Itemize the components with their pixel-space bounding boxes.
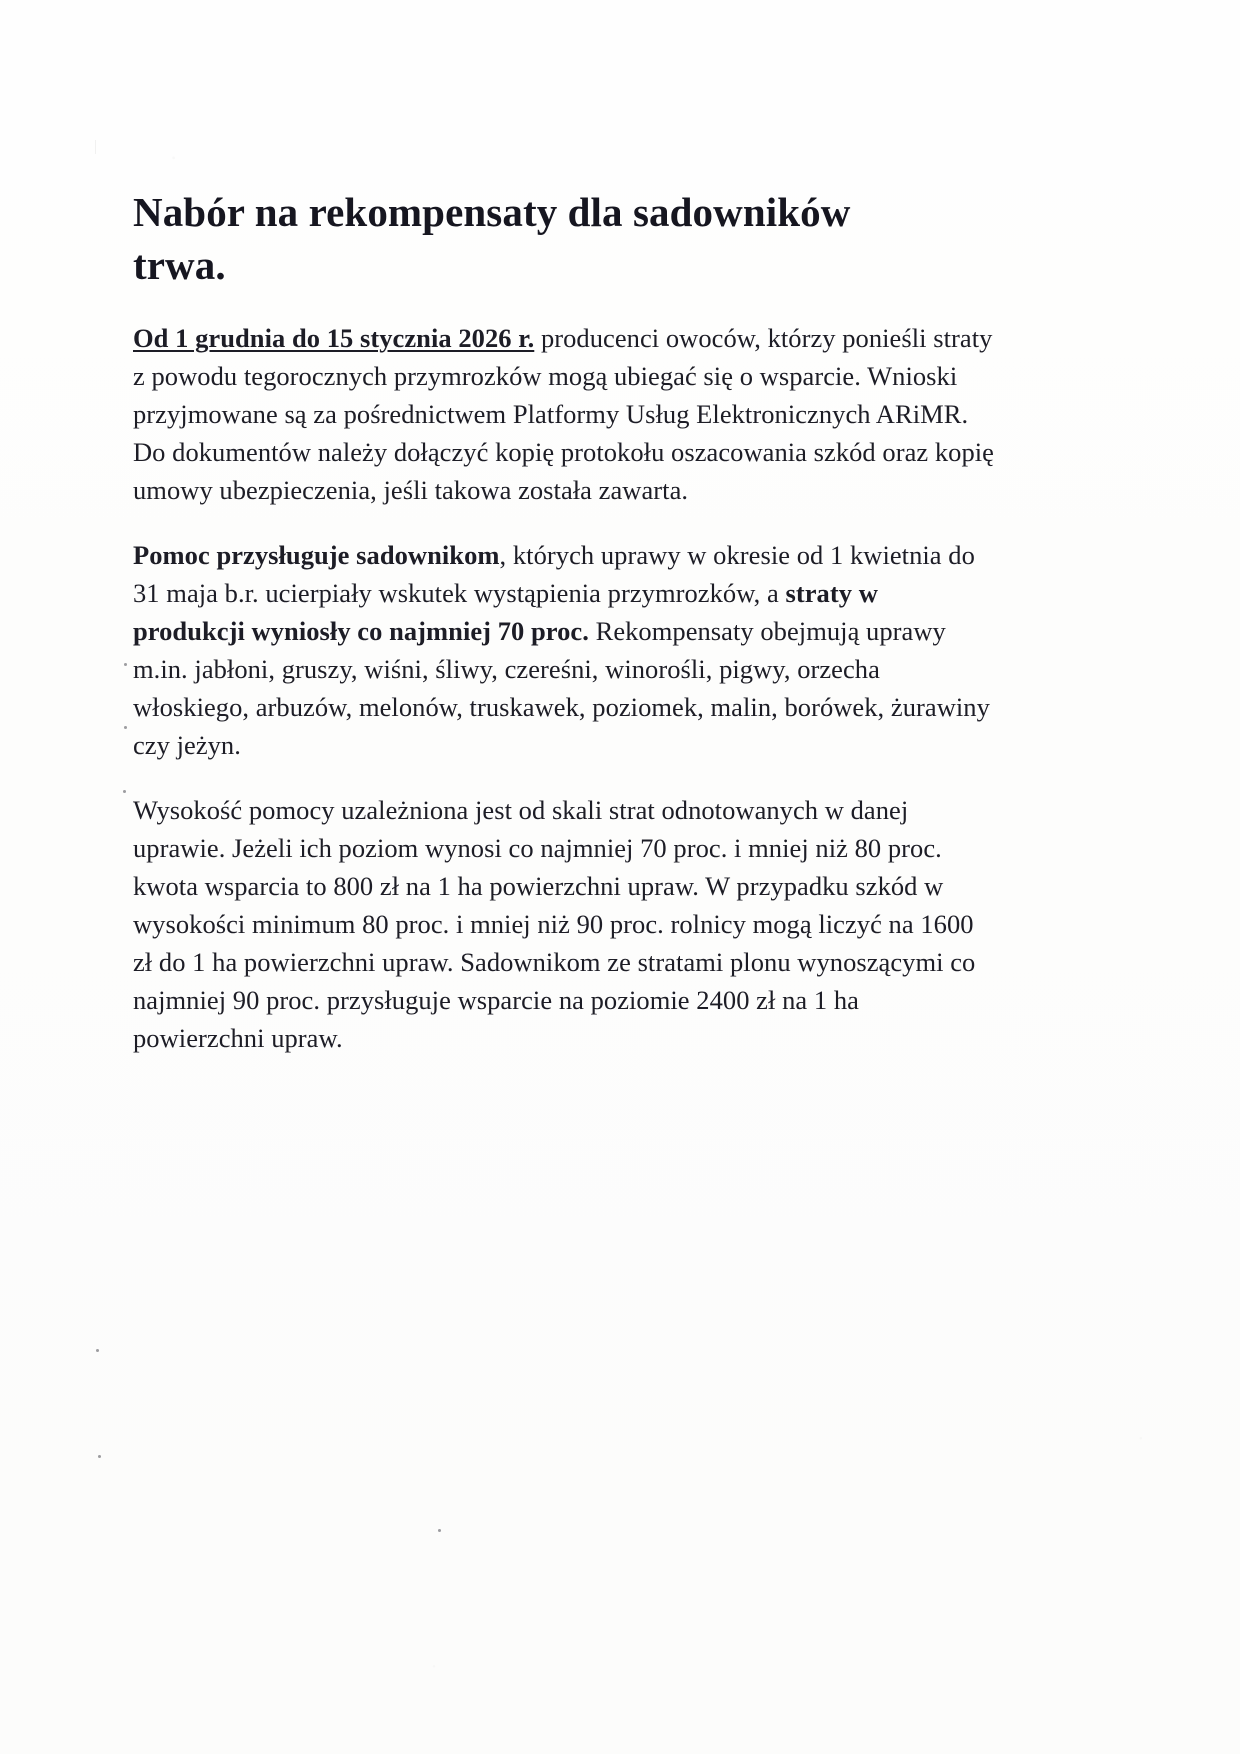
application-period-body: producenci owoców, którzy ponieśli straty z powodu tegorocznych przymrozków mogą ubiegać się o wsparcie. Wnioski przyjmowane są za pośrednictwem Platformy Usług Elektronicznych ARiMR. Do dokumentów należy dołączyć kopię protokołu oszacowania szkód oraz kopię umowy ubezpieczenia, jeśli takowa została zawarta. [133,322,994,505]
eligibility-body-first: , których uprawy w okresie od 1 kwietnia do 31 maja b.r. ucierpiały wskutek wystąpienia przymrozków, a [133,539,975,608]
scan-artifact-dot [124,663,127,666]
document-body [133,186,995,1057]
scan-artifact-dot [123,790,126,793]
paragraph-application-period [133,319,995,509]
application-period-lead: Od 1 grudnia do 15 stycznia 2026 r. [133,322,535,353]
scan-artifact-dot [96,1349,99,1352]
eligibility-crop-list: Rekompensaty obejmują uprawy m.in. jabłoni, gruszy, wiśni, śliwy, czereśni, winorośli, pigwy, orzecha włoskiego, arbuzów, melonów, truskawek, poziomek, malin, borówek, żurawiny czy jeżyn. [133,615,990,760]
scan-artifact-mark [95,140,96,154]
scan-artifact-dot [98,1455,101,1458]
page-title: Nabór na rekompensaty dla sadowników trwa. [133,189,851,289]
paragraph-eligibility [133,536,995,764]
eligibility-lead: Pomoc przysługuje sadownikom [133,539,500,570]
paragraph-payment-rates [133,791,995,1057]
payment-rates-body: Wysokość pomocy uzależniona jest od skali strat odnotowanych w danej uprawie. Jeżeli ich poziom wynosi co najmniej 70 proc. i mniej niż 80 proc. kwota wsparcia to 800 zł na 1 ha powierzchni upraw. W przypadku szkód w wysokości minimum 80 proc. i mniej niż 90 proc. rolnicy mogą liczyć na 1600 zł do 1 ha powierzchni upraw. Sadownikom ze stratami plonu wynoszącymi co najmniej 90 proc. przysługuje wsparcie na poziomie 2400 zł na 1 ha powierzchni upraw. [133,794,976,1053]
scan-artifact-dot [124,726,127,729]
eligibility-loss-threshold: straty w produkcji wyniosły co najmniej 70 proc. [133,577,878,646]
scan-artifact-dot [438,1529,441,1532]
